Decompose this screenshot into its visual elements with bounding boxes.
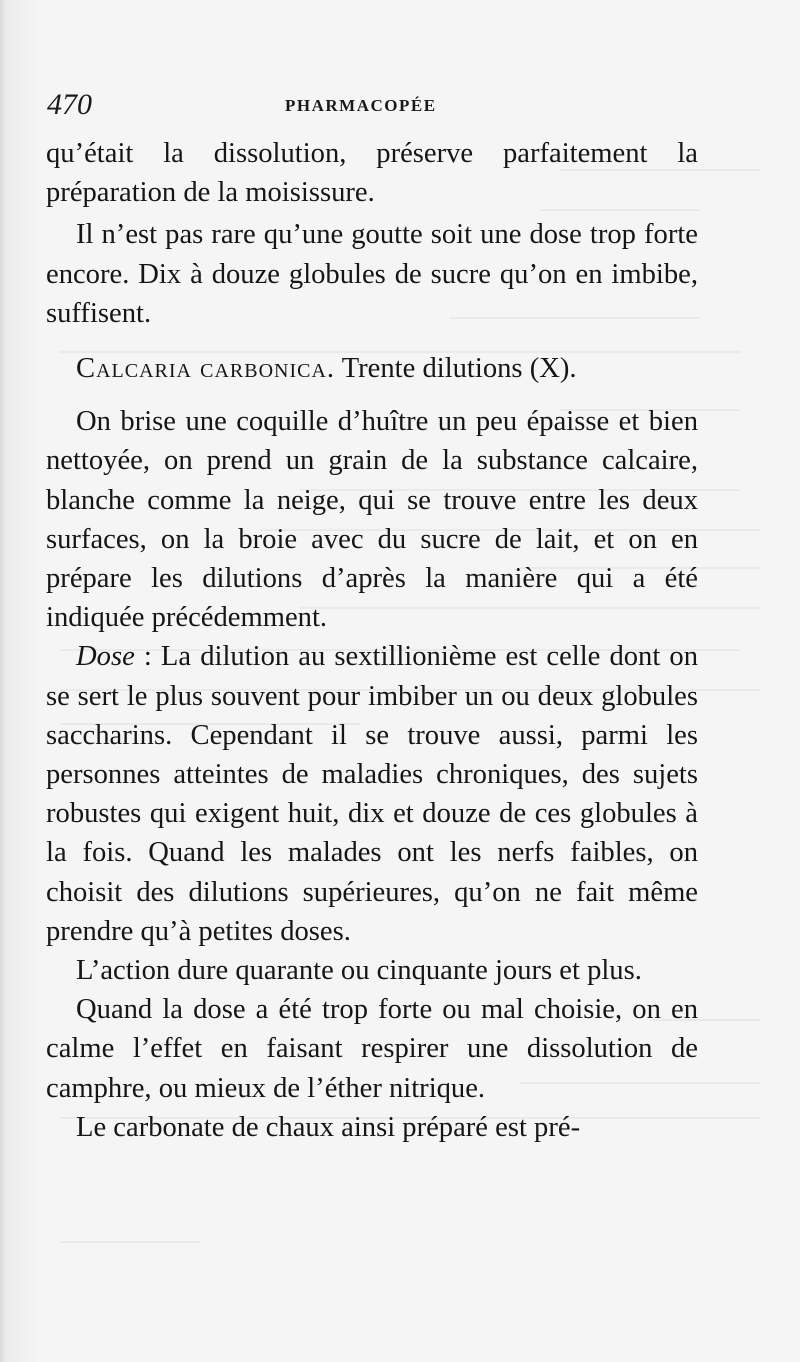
remedy-dilutions: Trente dilutions (X). (335, 353, 577, 385)
paragraph-carbonate: Le carbonate de chaux ainsi préparé est pré- (76, 1111, 581, 1143)
page-number: 470 (47, 88, 92, 121)
paragraph-preparation: On brise une coquille d’huître un peu épaisse et bien nettoyée, on prend un grain de la substance calcaire, blanche comme la neige, qui se trouve entre les deux surfaces, on la broie avec du sucre de lait, et on en prépare les dilutions d’après la manière qui a été indiquée précédemment. (46, 406, 698, 634)
running-title: PHARMACOPÉE (285, 96, 437, 115)
running-head (47, 88, 697, 128)
paragraph-goutte: Il n’est pas rare qu’une goutte soit une dose trop forte encore. Dix à douze globules de sucre qu’on en imbibe, suffisent. (46, 219, 698, 329)
paragraph-dose (46, 637, 698, 951)
dose-text: : La dilution au sextillionième est celle dont on se sert le plus souvent pour imbiber un ou deux globules saccharins. Cependant il se trouve aussi, parmi les personnes atteintes de maladies chroniques, des sujets robustes qui exigent huit, dix et douze de ces globules à la fois. Quand les malades ont les nerfs faibles, on choisit des dilutions supérieures, qu’on ne fait même prendre qu’à petites doses. (46, 641, 698, 947)
paragraph-action: L’action dure quarante ou cinquante jours et plus. (76, 955, 642, 987)
remedy-heading (46, 349, 698, 388)
text-body (46, 134, 698, 1147)
remedy-name: Calcaria carbonica. (76, 353, 336, 385)
dose-label: Dose (76, 641, 135, 673)
paragraph-continuation: qu’était la dissolution, préserve parfaitement la préparation de la moisissure. (46, 138, 698, 209)
paragraph-antidote: Quand la dose a été trop forte ou mal choisie, on en calme l’effet en faisant respirer une dissolution de camphre, ou mieux de l’éther nitrique. (46, 994, 698, 1104)
